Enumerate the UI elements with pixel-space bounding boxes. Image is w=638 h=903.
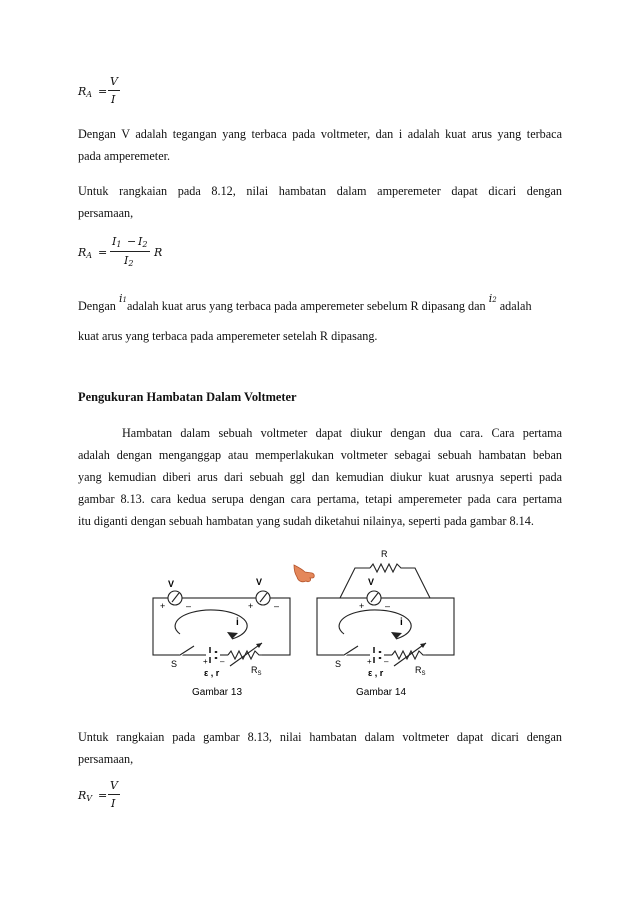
label-minus: –: [385, 601, 391, 611]
symbol-i2-sub: 2: [492, 296, 497, 304]
symbol-i1-sub: 1: [122, 296, 127, 304]
formula-numerator: V: [110, 779, 118, 792]
paragraph-line: Untuk rangkaian pada gambar 8.13, nilai hambatan dalam voltmeter dapat dicari dengan: [78, 730, 562, 744]
paragraph-line: gambar 8.13. cara kedua serupa dengan cara pertama, tetapi amperemeter pada cara pertama: [78, 492, 562, 506]
switch-icon: [344, 646, 358, 655]
paragraph-line: yang kemudian diberi arus dari sebuah ggl dan kemudian diukur kuat arusnya seperti pada: [78, 470, 562, 484]
figure-caption-14: Gambar 14: [356, 687, 407, 698]
paragraph-line: Dengan V adalah tegangan yang terbaca pada voltmeter, dan i adalah kuat arus yang terbaca: [78, 127, 562, 141]
label-plus: +: [367, 657, 372, 666]
circuit-diagram: [140, 543, 510, 703]
symbol-i1: i: [118, 292, 123, 305]
paragraph-line: kuat arus yang terbaca pada amperemeter setelah R dipasang.: [78, 329, 378, 343]
formula-lhs: R: [78, 246, 87, 259]
circuit-14-wires: [317, 568, 454, 655]
label-rs-r: R: [251, 665, 258, 675]
formula-eq: =: [98, 789, 108, 802]
label-plus: +: [203, 657, 208, 666]
formula-minus: −: [127, 235, 137, 248]
label-emf: ε , r: [204, 668, 220, 678]
formula-num-a: I: [112, 235, 117, 248]
paragraph-line: persamaan,: [78, 752, 134, 766]
paragraph-line: Untuk rangkaian pada 8.12, nilai hambatan dalam amperemeter dapat dicari dengan: [78, 184, 562, 198]
fraction-bar: [110, 251, 150, 252]
text-run: Dengan: [78, 299, 119, 313]
formula-tail: R: [154, 246, 163, 259]
formula-num-b: I: [138, 235, 143, 248]
paragraph-5: [78, 726, 562, 770]
label-minus: –: [220, 657, 225, 666]
paragraph-line: Hambatan dalam sebuah voltmeter dapat diukur dengan dua cara. Cara pertama: [122, 426, 562, 440]
text-run: adalah kuat arus yang terbaca pada amperemeter sebelum R dipasang dan: [126, 299, 489, 313]
label-current: i: [400, 617, 403, 628]
formula-eq: =: [98, 246, 108, 259]
formula-denominator: I: [111, 797, 116, 810]
paragraph-line: itu diganti dengan sebuah hambatan yang sudah diketahui nilainya, seperti pada gambar 8.14.: [78, 514, 534, 528]
label-switch: S: [335, 659, 342, 669]
pointer-hand-icon: [294, 565, 314, 582]
label-plus: +: [248, 601, 254, 611]
text-run: adalah: [496, 299, 532, 313]
circuit-13-wires: [153, 598, 290, 655]
label-emf: ε , r: [368, 668, 384, 678]
formula-denominator: I: [111, 93, 116, 106]
label-rs: [251, 665, 262, 677]
paragraph-2: [78, 180, 562, 224]
label-minus: –: [274, 601, 280, 611]
figure-caption-13: Gambar 13: [192, 687, 243, 698]
label-v3: V: [368, 577, 375, 587]
label-minus: –: [384, 657, 389, 666]
formula-ra-full: [78, 234, 198, 270]
formula-lhs-sub: A: [86, 251, 93, 260]
label-v2: V: [256, 577, 263, 587]
fraction-bar: [108, 90, 120, 91]
paragraph-3: [78, 289, 562, 347]
paragraph-4: [78, 422, 562, 532]
formula-den: I: [124, 254, 129, 267]
paragraph-line: pada amperemeter.: [78, 149, 171, 163]
formula-den-sub: 2: [128, 259, 134, 268]
section-heading: Pengukuran Hambatan Dalam Voltmeter: [78, 390, 297, 404]
circuit-figure: [140, 543, 510, 703]
label-minus: –: [186, 601, 192, 611]
paragraph-line: persamaan,: [78, 206, 134, 220]
label-current: i: [236, 617, 239, 628]
label-switch: S: [171, 659, 178, 669]
label-v1: V: [168, 579, 175, 589]
paragraph-line: [78, 289, 562, 325]
formula-numerator: V: [110, 75, 118, 88]
formula-num-b-sub: 2: [142, 240, 148, 249]
fraction-bar: [108, 794, 120, 795]
formula-lhs-sub: V: [86, 794, 93, 803]
formula-lhs: R: [78, 85, 87, 98]
paragraph-1: [78, 123, 562, 167]
formula-ra-simple: [78, 74, 138, 108]
symbol-i2: i: [488, 292, 493, 305]
label-plus: +: [160, 601, 166, 611]
label-r: R: [381, 549, 388, 559]
formula-rv: [78, 777, 138, 811]
label-rs: [415, 665, 426, 677]
formula-lhs: R: [78, 789, 87, 802]
paragraph-line: adalah dengan menganggap atau memperlakukan voltmeter sebagai sebuah hambatan beban: [78, 448, 562, 462]
formula-lhs-sub: A: [86, 90, 93, 99]
formula-eq: =: [98, 85, 108, 98]
label-rs-sub: S: [421, 671, 426, 677]
label-rs-r: R: [415, 665, 422, 675]
label-plus: +: [359, 601, 365, 611]
formula-num-a-sub: 1: [116, 240, 122, 249]
label-rs-sub: S: [257, 671, 262, 677]
